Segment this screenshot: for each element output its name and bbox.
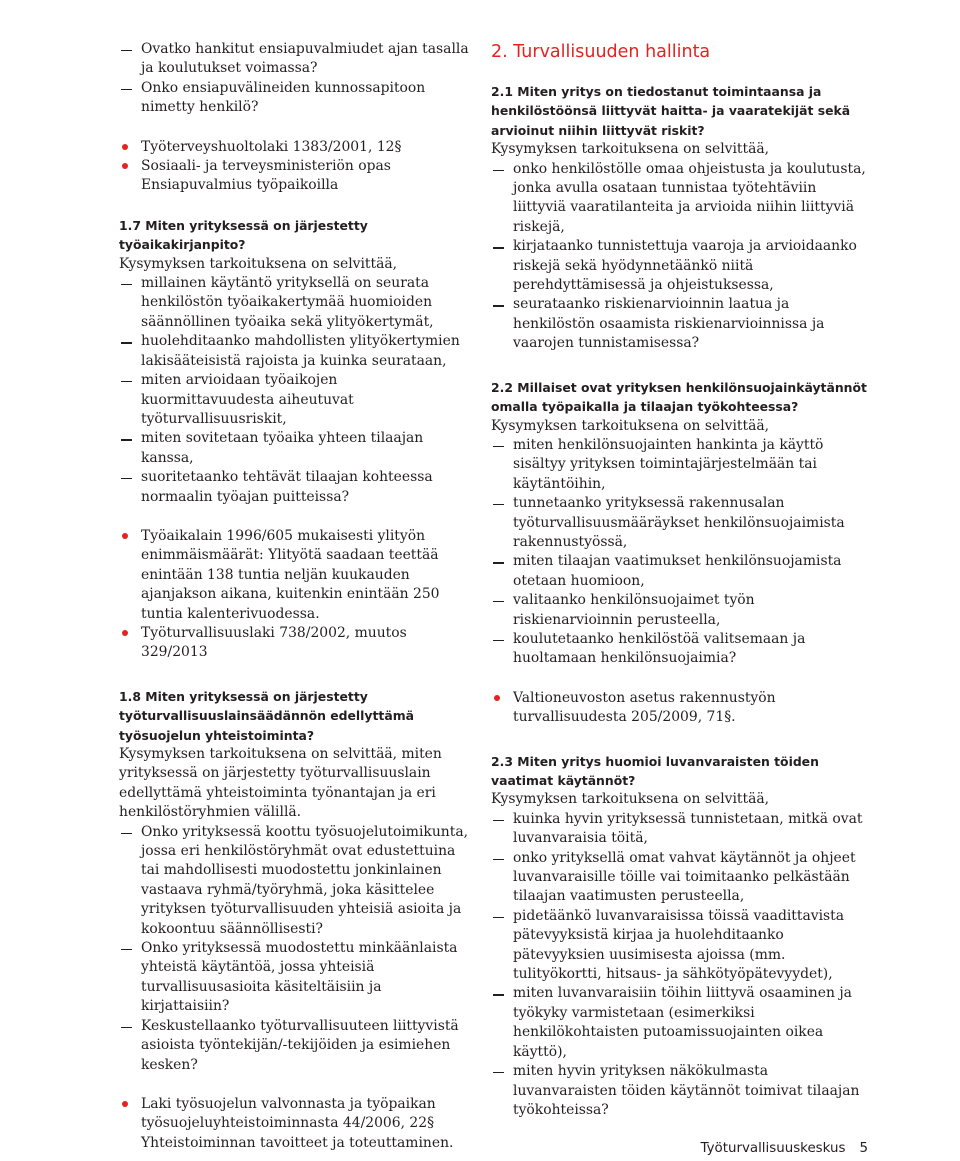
section-lead: Kysymyksen tarkoituksena on selvittää, <box>491 141 770 158</box>
list-item: onko henkilöstölle omaa ohjeistusta ja koulutusta, jonka avulla osataan tunnistaa työtehtäviin liittyviä vaaratilanteita ja arvioida niihin liittyviä riskejä, <box>513 160 866 235</box>
list-item: tunnetaanko yrityksessä rakennusalan työturvallisuusmääräykset henkilönsuojaimista rakennustyössä, <box>513 495 845 550</box>
list-item: Keskustellaanko työturvallisuuteen liittyvistä asioista työntekijän/-tekijöiden ja esimiehen kesken? <box>141 1017 459 1073</box>
list-item: miten luvanvaraisiin töihin liittyvä osaaminen ja työkyky varmistetaan (esimerkiksi henkilökohtaisten putoamissuojainten oikea käyttö), <box>513 985 852 1060</box>
section-heading-1-7: 1.7 Miten yrityksessä on järjestetty työaikakirjanpito? <box>119 217 368 253</box>
list-item: Onko yrityksessä muodostettu minkäänlaista yhteistä käytäntöä, jossa yhteisiä turvallisuusasioita käsiteltäisiin ja kirjattaisiin? <box>141 940 458 1015</box>
list-item: kirjataanko tunnistettuja vaaroja ja arvioidaanko riskejä sekä hyödynnetäänkö niitä perehdyttämisessä ja ohjeistuksessa, <box>513 238 857 294</box>
list-item: seurataanko riskienarvioinnin laatua ja henkilöstön osaamista riskienarvioinnissa ja vaarojen tunnistamisessa? <box>513 296 825 352</box>
question-list <box>491 160 871 354</box>
list-item: Työturvallisuuslaki 738/2002, muutos 329/2013 <box>141 624 407 661</box>
section-heading-2-1: 2.1 Miten yritys on tiedostanut toimintaansa ja henkilöstöönsä liittyvät haitta- ja vaaratekijät sekä arvioinut niihin liittyvät riskit? <box>491 84 851 138</box>
page-number: 5 <box>859 1141 868 1156</box>
intro-question-list <box>119 40 471 118</box>
list-item: suoritetaanko tehtävät tilaajan kohteessa normaalin työajan puitteissa? <box>141 469 433 505</box>
list-item: Sosiaali- ja terveysministeriön opas Ensiapuvalmius työpaikoilla <box>141 158 391 194</box>
section-heading-2-3: 2.3 Miten yritys huomioi luvanvaraisten töiden vaatimat käytännöt? <box>491 753 819 788</box>
list-item: koulutetaanko henkilöstöä valitsemaan ja huoltamaan henkilönsuojaimia? <box>513 630 806 667</box>
reference-list <box>119 527 471 663</box>
question-list <box>119 823 471 1075</box>
list-item: millainen käytäntö yrityksellä on seurata henkilöstön työaikakertymää huomioiden säännöllinen työaika sekä ylityökertymät, <box>141 275 434 330</box>
list-item: kuinka hyvin yrityksessä tunnistetaan, mitkä ovat luvanvaraisia töitä, <box>513 810 863 847</box>
list-item: Onko yrityksessä koottu työsuojelutoimikunta, jossa eri henkilöstöryhmät ovat edustettuina tai mahdollisesti muodostettu jonkinlainen vastaava ryhmä/työryhmä, joka käsittelee yrityksen työturvallisuuden yhteisiä asioita ja kokoontuu säännöllisesti? <box>141 823 469 937</box>
reference-list <box>491 689 871 728</box>
list-item: miten tilaajan vaatimukset henkilönsuojamista otetaan huomioon, <box>513 553 842 589</box>
section-lead: Kysymyksen tarkoituksena on selvittää, miten yrityksessä on järjestetty työturvallisuuslain edellyttämä yhteistoiminta työnantajan ja eri henkilöstöryhmien välillä. <box>119 746 442 821</box>
section-lead: Kysymyksen tarkoituksena on selvittää, <box>119 255 398 272</box>
publisher-name: Työturvallisuuskeskus <box>700 1141 846 1156</box>
list-item: onko yrityksellä omat vahvat käytännöt ja ohjeet luvanvaraisille töille vai toimitaanko pelkästään tilaajan vaatimusten perusteella, <box>513 849 856 905</box>
list-item: Ovatko hankitut ensiapuvalmiudet ajan tasalla ja koulutukset voimassa? <box>141 41 469 77</box>
page-footer <box>701 1141 869 1156</box>
question-list <box>491 810 871 1121</box>
list-item: miten arvioidaan työaikojen kuormittavuudesta aiheutuvat työturvallisuusriskit, <box>141 372 354 427</box>
left-column <box>119 40 471 1153</box>
list-item: Työaikalain 1996/605 mukaisesti ylityön enimmäismäärät: Ylityötä saadaan teettää enintään 138 tuntia neljän kuukauden ajanjakson aikana, kuitenkin enintään 250 tuntia kalenterivuodessa. <box>141 527 440 622</box>
list-item: miten sovitetaan työaika yhteen tilaajan kanssa, <box>141 430 424 466</box>
list-item: pidetäänkö luvanvaraisissa töissä vaadittavista pätevyyksistä kirjaa ja huolehditaanko pätevyyksien uusimisesta ajoissa (mm. tulityökortti, hitsaus- ja sähkötyöpätevyydet), <box>513 907 845 983</box>
list-item: Laki työsuojelun valvonnasta ja työpaikan työsuojeluyhteistoiminnasta 44/2006, 22§ Yhteistoiminnan tavoitteet ja toteuttaminen. <box>141 1095 454 1151</box>
list-item: Onko ensiapuvälineiden kunnossapitoon nimetty henkilö? <box>141 79 426 116</box>
list-item: valitaanko henkilönsuojaimet työn riskienarvioinnin perusteella, <box>513 592 755 628</box>
section-heading-2-2: 2.2 Millaiset ovat yrityksen henkilönsuojainkäytännöt omalla työpaikalla ja tilaajan työkohteessa? <box>491 379 867 415</box>
intro-reference-list <box>119 138 471 196</box>
list-item: Valtioneuvoston asetus rakennustyön turvallisuudesta 205/2009, 71§. <box>513 689 776 726</box>
question-list <box>119 274 471 507</box>
list-item: miten hyvin yrityksen näkökulmasta luvanvaraisten töiden käytännöt toimivat tilaajan työkohteissa? <box>513 1063 860 1118</box>
list-item: huolehditaanko mahdollisten ylityökertymien lakisääteisistä rajoista ja kuinka seurataan, <box>141 333 460 369</box>
question-list <box>491 436 871 669</box>
section-heading-1-8: 1.8 Miten yrityksessä on järjestetty työturvallisuuslainsäädännön edellyttämä työsuojelun yhteistoiminta? <box>119 688 414 743</box>
section-lead: Kysymyksen tarkoituksena on selvittää, <box>491 791 770 808</box>
section-lead: Kysymyksen tarkoituksena on selvittää, <box>491 417 770 434</box>
list-item: Työterveyshuoltolaki 1383/2001, 12§ <box>141 138 402 155</box>
list-item: miten henkilönsuojainten hankinta ja käyttö sisältyy yrityksen toimintajärjestelmään tai käytäntöihin, <box>513 436 824 492</box>
reference-list <box>119 1095 471 1153</box>
chapter-title: 2. Turvallisuuden hallinta <box>491 42 711 62</box>
right-column <box>491 40 871 1120</box>
